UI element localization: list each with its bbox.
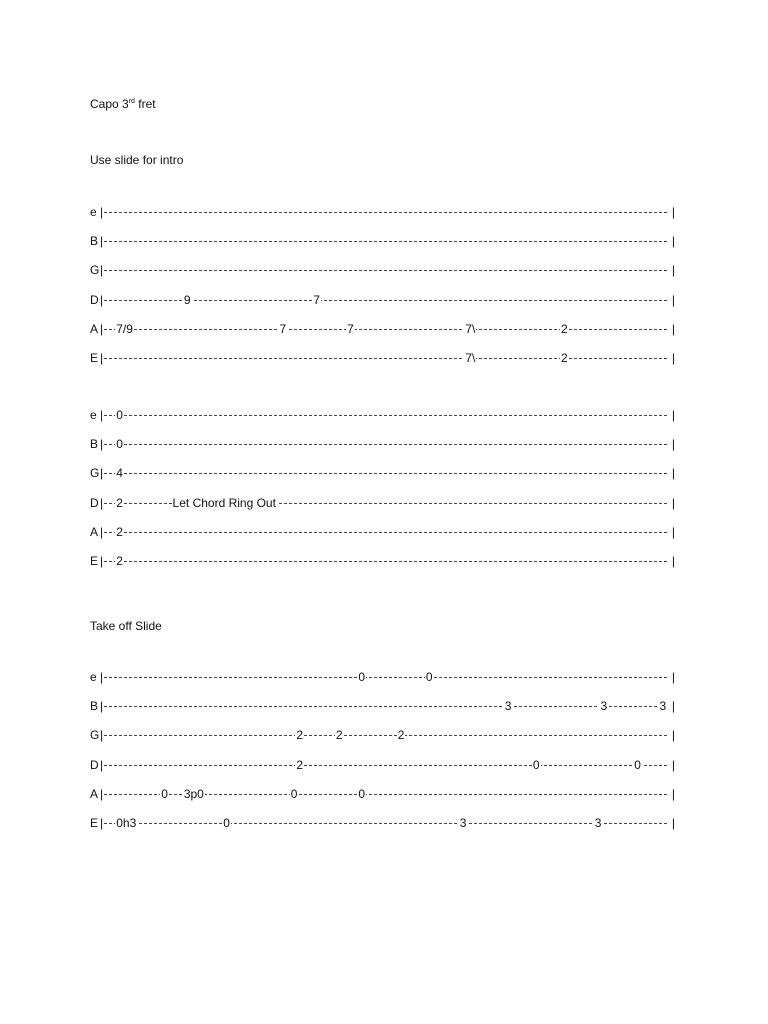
- string-line: [104, 561, 667, 562]
- end-bar: |: [671, 524, 675, 539]
- fret-note: 0h3: [116, 816, 137, 830]
- fret-note: 3: [659, 699, 667, 714]
- end-bar: |: [671, 699, 675, 714]
- string-line: [104, 532, 667, 533]
- start-bar: |: [100, 234, 104, 249]
- string-label: E: [90, 816, 99, 830]
- tab-string-A: [90, 321, 675, 337]
- tab-string-G: [90, 465, 675, 481]
- fret-note: 0: [634, 757, 641, 772]
- string-line: [104, 358, 667, 359]
- end-bar: |: [671, 816, 675, 830]
- end-bar: |: [671, 351, 675, 365]
- string-label: D: [90, 292, 99, 307]
- capo-prefix: Capo 3: [90, 97, 129, 111]
- tab-string-D: [90, 292, 675, 308]
- fret-note: 7\: [465, 321, 476, 336]
- string-label: G: [90, 466, 100, 481]
- fret-note: 7: [313, 292, 320, 307]
- string-line: [104, 823, 667, 824]
- string-line: [104, 735, 667, 736]
- tab-string-G: [90, 727, 675, 743]
- tab-string-A: [90, 786, 675, 802]
- fret-note: 9: [183, 292, 191, 307]
- string-line: [104, 473, 667, 474]
- string-label: e: [90, 408, 97, 422]
- take-off-slide-instruction: Take off Slide: [90, 619, 162, 633]
- capo-heading: [90, 94, 156, 112]
- fret-note: 3p0: [183, 786, 204, 801]
- end-bar: |: [671, 786, 675, 801]
- end-bar: |: [671, 757, 675, 772]
- fret-note: 2: [116, 524, 123, 539]
- fret-note: 7/9: [116, 321, 133, 336]
- end-bar: |: [671, 495, 675, 510]
- end-bar: |: [671, 670, 675, 684]
- intro-instruction: Use slide for intro: [90, 153, 184, 167]
- end-bar: |: [671, 263, 675, 278]
- fret-note: 2: [296, 757, 304, 772]
- start-bar: |: [100, 351, 104, 365]
- tab-string-e: [90, 669, 675, 685]
- fret-note: 3: [594, 816, 602, 830]
- string-label: A: [90, 524, 99, 539]
- tab-document: [90, 0, 690, 1024]
- tab-string-e: [90, 407, 675, 423]
- tab-string-e: [90, 204, 675, 220]
- tab-annotation: Let Chord Ring Out: [172, 495, 276, 510]
- tab-string-B: [90, 233, 675, 249]
- fret-note: 4: [116, 466, 123, 481]
- fret-note: 3: [600, 699, 608, 714]
- string-label: A: [90, 786, 99, 801]
- end-bar: |: [671, 292, 675, 307]
- start-bar: |: [100, 466, 104, 481]
- string-label: E: [90, 554, 99, 568]
- fret-note: 3: [459, 816, 467, 830]
- string-label: B: [90, 437, 99, 452]
- string-line: [104, 212, 667, 213]
- fret-note: 0: [425, 670, 433, 684]
- fret-note: 2: [561, 321, 568, 336]
- tab-string-E: [90, 553, 675, 569]
- string-line: [104, 765, 667, 766]
- string-label: e: [90, 670, 97, 684]
- fret-note: 0: [223, 816, 230, 830]
- tab-string-G: [90, 262, 675, 278]
- fret-note: 2: [116, 495, 123, 510]
- end-bar: |: [671, 437, 675, 452]
- start-bar: |: [100, 408, 104, 422]
- string-line: [104, 706, 667, 707]
- string-line: [104, 444, 667, 445]
- start-bar: |: [100, 699, 104, 714]
- capo-superscript: rd: [128, 98, 135, 105]
- start-bar: |: [100, 786, 104, 801]
- tab-string-D: [90, 495, 675, 511]
- tab-string-E: [90, 350, 675, 366]
- tab-string-D: [90, 757, 675, 773]
- string-line: [104, 241, 667, 242]
- end-bar: |: [671, 234, 675, 249]
- fret-note: 0: [532, 757, 540, 772]
- start-bar: |: [100, 728, 104, 743]
- tab-string-B: [90, 436, 675, 452]
- end-bar: |: [671, 466, 675, 481]
- string-line: [104, 270, 667, 271]
- fret-note: 2: [335, 728, 343, 743]
- fret-note: 0: [358, 786, 366, 801]
- fret-note: 7: [347, 321, 354, 336]
- string-label: G: [90, 728, 100, 743]
- fret-note: 2: [116, 554, 123, 568]
- start-bar: |: [100, 816, 104, 830]
- fret-note: 3: [504, 699, 512, 714]
- start-bar: |: [100, 205, 104, 219]
- fret-note: 7: [279, 321, 287, 336]
- string-line: [104, 415, 667, 416]
- start-bar: |: [100, 670, 104, 684]
- start-bar: |: [100, 437, 104, 452]
- string-label: B: [90, 699, 99, 714]
- string-line: [104, 677, 667, 678]
- start-bar: |: [100, 524, 104, 539]
- string-label: A: [90, 321, 99, 336]
- tab-string-A: [90, 524, 675, 540]
- string-label: D: [90, 495, 99, 510]
- string-line: [104, 329, 667, 330]
- end-bar: |: [671, 554, 675, 568]
- end-bar: |: [671, 408, 675, 422]
- start-bar: |: [100, 263, 104, 278]
- tab-string-B: [90, 698, 675, 714]
- end-bar: |: [671, 728, 675, 743]
- start-bar: |: [100, 757, 104, 772]
- fret-note: 2: [296, 728, 304, 743]
- start-bar: |: [100, 554, 104, 568]
- start-bar: |: [100, 495, 104, 510]
- string-label: E: [90, 351, 99, 365]
- fret-note: 0: [290, 786, 298, 801]
- fret-note: 0: [116, 408, 123, 422]
- tab-string-E: [90, 815, 675, 831]
- string-label: e: [90, 205, 97, 219]
- capo-suffix: fret: [134, 97, 156, 111]
- string-label: D: [90, 757, 99, 772]
- string-label: G: [90, 263, 100, 278]
- end-bar: |: [671, 205, 675, 219]
- start-bar: |: [100, 321, 104, 336]
- string-label: B: [90, 234, 99, 249]
- fret-note: 0: [161, 786, 168, 801]
- fret-note: 2: [397, 728, 405, 743]
- fret-note: 2: [561, 351, 568, 365]
- fret-note: 7\: [465, 351, 476, 365]
- fret-note: 0: [358, 670, 366, 684]
- start-bar: |: [100, 292, 104, 307]
- fret-note: 0: [116, 437, 123, 452]
- end-bar: |: [671, 321, 675, 336]
